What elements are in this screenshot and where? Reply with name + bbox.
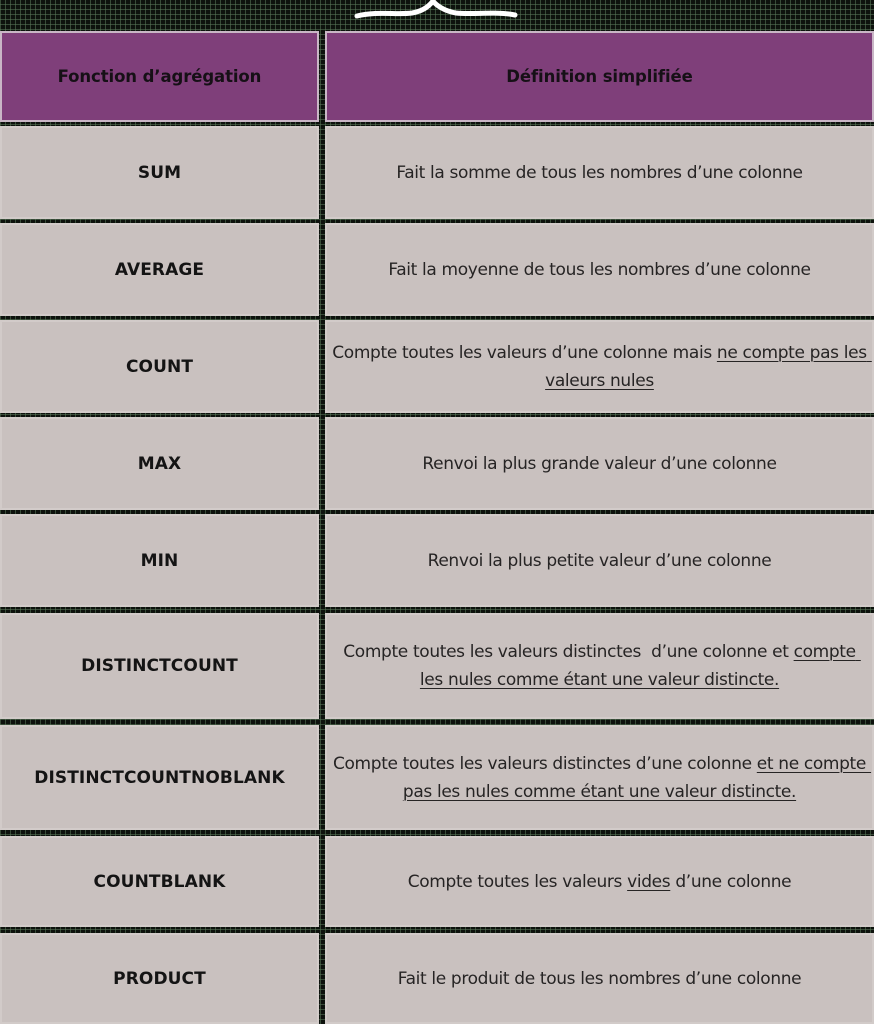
function-name: MIN [140,550,179,571]
definition-text [424,547,776,575]
definition-text [404,868,796,896]
table-row-min-function-cell [0,514,319,607]
definition-segment: Fait la moyenne de tous les nombres d’une colonne [388,259,811,280]
table-row-average-function-cell [0,223,319,316]
function-name: AVERAGE [114,259,205,280]
table-row-sum-definition-cell [325,126,874,219]
definition-emphasis: vides [627,871,671,892]
table-row-countblank-definition-cell [325,836,874,927]
table-row-max-definition-cell [325,417,874,510]
table-row-sum-function-cell [0,126,319,219]
table-row-max-function-cell [0,417,319,510]
header-function-label: Fonction d’agrégation [57,67,262,86]
header-cell-definition [325,31,874,122]
definition-text [418,450,780,478]
definition-text [327,750,872,806]
definition-emphasis: compte les nules comme étant une valeur distincte. [419,642,861,690]
function-name: COUNTBLANK [93,871,226,892]
function-name: PRODUCT [113,968,206,989]
table-row-min-definition-cell [325,514,874,607]
header-cell-function [0,31,319,122]
table-row-product-function-cell [0,933,319,1024]
header-definition-label: Définition simplifiée [506,67,693,86]
table-row-countblank-function-cell [0,836,319,927]
definition-segment: Compte toutes les valeurs distinctes d’une colonne et [343,642,794,662]
table-row-distinctcount-definition-cell [325,613,874,719]
definition-text [327,339,872,395]
table-row-distinctcount-function-cell [0,613,319,719]
definition-text [394,965,806,993]
function-name: DISTINCTCOUNTNOBLANK [34,767,285,788]
table-row-average-definition-cell [325,223,874,316]
definition-text [327,638,872,694]
curly-brace-icon [352,0,522,22]
table-row-product-definition-cell [325,933,874,1024]
definition-segment: Compte toutes les valeurs distinctes d’une colonne [332,753,757,774]
definition-segment: Fait le produit de tous les nombres d’une colonne [397,968,802,989]
definition-segment: Compte toutes les valeurs d’une colonne mais [332,342,717,363]
definition-segment: Renvoi la plus grande valeur d’une colonne [422,453,777,474]
definition-segment: Compte toutes les valeurs [407,871,628,892]
definition-text [384,256,814,284]
function-name: SUM [137,162,182,183]
definition-segment: Fait la somme de tous les nombres d’une colonne [396,162,803,183]
table-row-count-function-cell [0,320,319,413]
table-row-count-definition-cell [325,320,874,413]
definition-segment: d’une colonne [670,871,792,892]
definition-segment: Renvoi la plus petite valeur d’une colonne [427,550,772,571]
definition-text [392,159,806,187]
function-name: DISTINCTCOUNT [81,656,238,676]
function-name: MAX [137,453,182,474]
definition-emphasis: ne compte pas les valeurs nules [545,342,872,391]
table-row-distinctcountnoblank-function-cell [0,725,319,830]
function-name: COUNT [125,356,194,377]
table-row-distinctcountnoblank-definition-cell [325,725,874,830]
definition-emphasis: et ne compte pas les nules comme étant une valeur distincte. [402,753,872,802]
